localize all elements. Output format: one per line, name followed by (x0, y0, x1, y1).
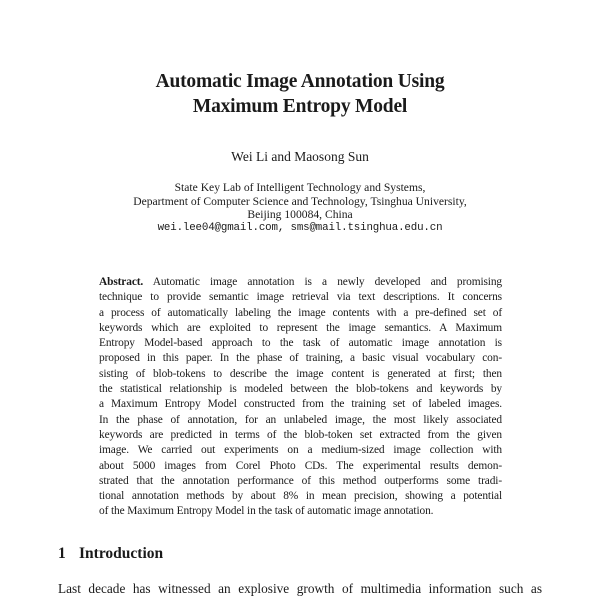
abstract-line: keywords which are exploited to represent the image semantics. A Maximum (99, 321, 502, 334)
abstract-line: strated that the annotation performance of this method outperforms some tradi- (99, 474, 502, 487)
affiliation-line: State Key Lab of Intelligent Technology and Systems, (174, 181, 426, 194)
abstract-line: a process of automatically labeling the image contents with a pre-defined set of (99, 306, 502, 319)
affiliation-line: Department of Computer Science and Technology, Tsinghua University, (133, 194, 467, 208)
intro-paragraph-line: Last decade has witnessed an explosive growth of multimedia information such as (58, 581, 542, 596)
paper-title (0, 69, 600, 119)
affiliation-line: Beijing 100084, China (247, 208, 353, 221)
abstract-block (99, 275, 502, 520)
section-number: 1 (58, 545, 66, 562)
abstract-line: tional annotation methods by about 8% in mean precision, showing a potential (99, 490, 502, 503)
section-title: Introduction (79, 545, 164, 562)
section-heading (58, 544, 163, 564)
abstract-line: a Maximum Entropy Model constructed from the training set of labeled images. (99, 398, 502, 411)
abstract-line: technique to provide semantic image retrieval via text descriptions. It concerns (99, 291, 502, 304)
abstract-line: about 5000 images from Corel Photo CDs. The experimental results demon- (99, 459, 502, 472)
abstract-line: proposed in this paper. In the phase of training, a basic visual vocabulary con- (99, 352, 502, 365)
author-emails: wei.lee04@gmail.com, sms@mail.tsinghua.edu.cn (157, 221, 443, 234)
author-names: Wei Li and Maosong Sun (231, 149, 369, 164)
abstract-line: image. We carried out experiments on a medium-sized image collection with (99, 444, 502, 457)
affiliation-block (0, 181, 600, 235)
title-line: Automatic Image Annotation Using (155, 71, 445, 92)
abstract-line: Entropy Model-based approach to the task of automatic image annotation is (99, 337, 502, 350)
title-line: Maximum Entropy Model (192, 96, 408, 117)
abstract-label: Abstract. (99, 276, 144, 288)
abstract-line: Abstract. Automatic image annotation is a newly developed and promising (99, 276, 502, 288)
abstract-line: In the phase of annotation, for an unlabeled image, the most likely associated (99, 413, 502, 426)
abstract-line: of the Maximum Entropy Model in the task of automatic image annotation. (99, 505, 434, 518)
abstract-line: keywords are predicted in terms of the blob-token set extracted from the given (99, 428, 502, 441)
abstract-line: the statistical relationship is modeled between the blob-tokens and keywords by (99, 383, 502, 396)
abstract-line: sisting of blob-tokens to describe the image content is generated at first; then (99, 367, 502, 380)
